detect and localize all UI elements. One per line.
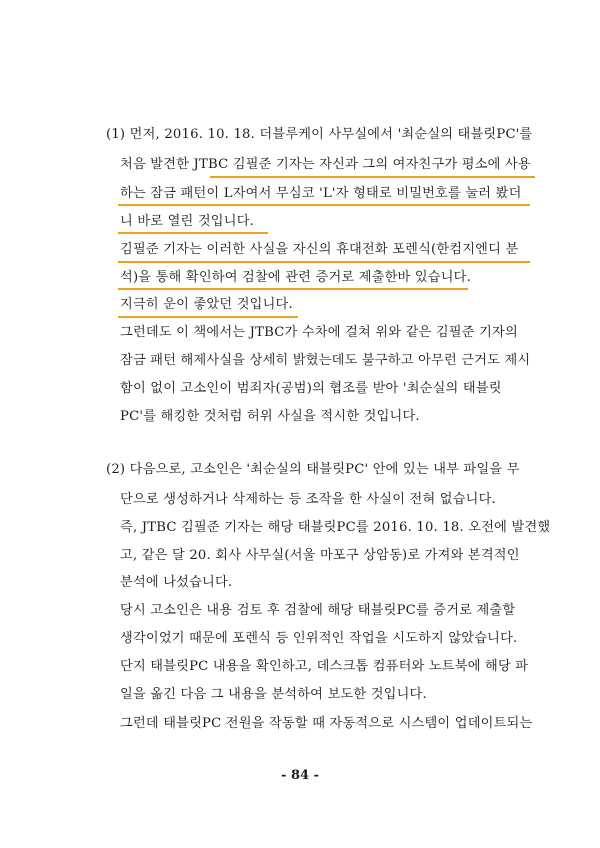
highlight-underline-5 — [118, 288, 468, 290]
para2-line-3: 즉, JTBC 김필준 기자는 해당 태블릿PC를 2016. 10. 18. 오전에 발견했 — [120, 520, 551, 535]
highlight-underline-1 — [210, 176, 535, 178]
highlight-underline-3 — [118, 232, 268, 234]
page-number: - 84 - — [281, 768, 319, 783]
para1-line-6: 석)을 통해 확인하여 검찰에 관련 증거로 제출한바 있습니다. — [120, 270, 472, 285]
highlight-underline-2 — [118, 204, 530, 206]
highlight-underline-4 — [118, 261, 530, 263]
para1-line-7: 지극히 운이 좋았던 것입니다. — [120, 297, 293, 312]
para2-line-8: 단지 태블릿PC 내용을 확인하고, 데스크톱 컴퓨터와 노트북에 해당 파 — [120, 659, 529, 674]
para1-line-11: PC'를 해킹한 것처럼 허위 사실을 적시한 것입니다. — [120, 409, 420, 424]
para1-line-10: 함이 없이 고소인이 범죄자(공범)의 협조를 받아 '최순실의 태블릿 — [120, 381, 502, 396]
para1-line-9: 잠금 패턴 해제사실을 상세히 밝혔는데도 불구하고 아무런 근거도 제시 — [120, 353, 531, 368]
para1-line-3: 하는 잠금 패턴이 L자여서 무심코 'L'자 형태로 비밀번호를 눌러 봤더 — [120, 186, 522, 201]
para1-line-4: 니 바로 열린 것입니다. — [120, 214, 255, 229]
para1-line-8: 그런데도 이 책에서는 JTBC가 수차에 걸쳐 위와 같은 김필준 기자의 — [120, 325, 518, 340]
para2-line-2: 단으로 생성하거나 삭제하는 등 조작을 한 사실이 전혀 없습니다. — [120, 492, 496, 507]
para2-line-4: 고, 같은 달 20. 회사 사무실(서울 마포구 상암동)로 가져와 본격적인 — [120, 548, 520, 563]
para2-line-9: 일을 옮긴 다음 그 내용을 분석하여 보도한 것입니다. — [120, 687, 427, 702]
highlight-underline-6 — [118, 316, 298, 318]
para1-line-2: 처음 발견한 JTBC 김필준 기자는 자신과 그의 여자친구가 평소에 사용 — [120, 157, 531, 172]
para2-line-7: 생각이었기 때문에 포렌식 등 인위적인 작업을 시도하지 않았습니다. — [120, 631, 518, 646]
para2-line-6: 당시 고소인은 내용 검토 후 검찰에 해당 태블릿PC를 증거로 제출할 — [120, 603, 516, 618]
para1-line-5: 김필준 기자는 이러한 사실을 자신의 휴대전화 포렌식(한컴지엔디 분 — [120, 242, 519, 257]
para2-line-5: 분석에 나섰습니다. — [120, 575, 233, 590]
para2-line-1: (2) 다음으로, 고소인은 '최순실의 태블릿PC' 안에 있는 내부 파일을 무 — [106, 462, 520, 477]
para2-line-10: 그런데 태블릿PC 전원을 작동할 때 자동적으로 시스템이 업데이트되는 — [120, 716, 533, 731]
para1-line-1: (1) 먼저, 2016. 10. 18. 더블루케이 사무실에서 '최순실의 태블릿PC'를 — [106, 127, 533, 142]
